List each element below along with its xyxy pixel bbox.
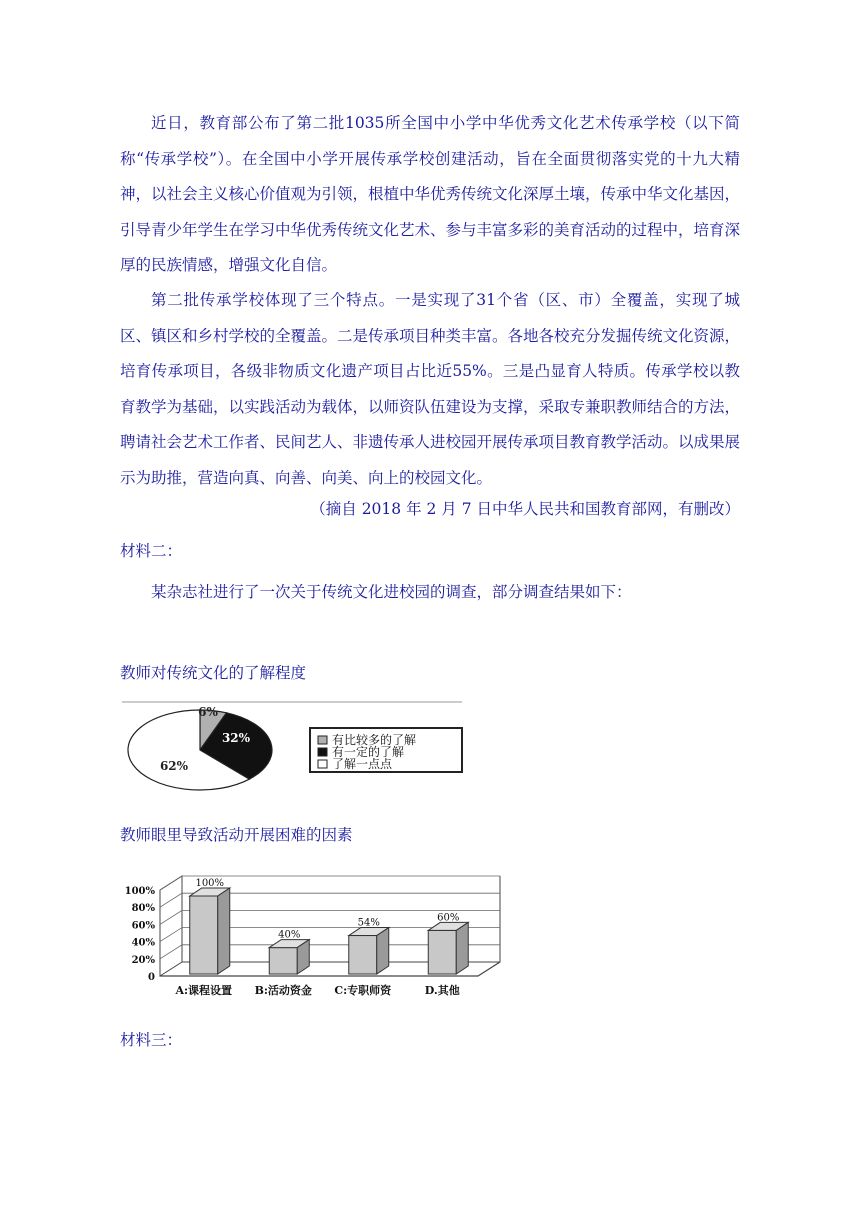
bar-chart — [118, 864, 518, 1004]
bar-category-label: A:课程设置 — [175, 984, 233, 997]
bar-front — [349, 936, 377, 974]
material-3-heading: 材料三： — [120, 1031, 183, 1049]
pie-legend-label: 有比较多的了解 — [332, 733, 417, 747]
pie-value-label: 32% — [221, 731, 251, 745]
pie-legend-swatch — [318, 736, 327, 744]
pie-legend-label: 了解一点点 — [332, 757, 393, 771]
bar-y-tick-label: 100% — [124, 886, 155, 897]
pie-chart-svg — [118, 698, 468, 794]
pie-chart — [118, 698, 468, 794]
bar-side-wall — [160, 876, 182, 976]
source-note: （摘自 2018 年 2 月 7 日中华人民共和国教育部网，有删改） — [310, 500, 740, 518]
paragraph-2: 第二批传承学校体现了三个特点。一是实现了31个省（区、市）全覆盖，实现了城区、镇区和乡村学校的全覆盖。二是传承项目种类丰富。各地各校充分发掘传统文化资源，培育传承项目，各级非物质文化遗产项目占比近55%。三是凸显育人特质。传承学校以教育教学为基础，以实践活动为载体，以师资队伍建设为支撑，采取专兼职教师结合的方法，聘请社会艺术工作者、民间艺人、非遗传承人进校园开展传承项目教育教学活动。以成果展示为助推，营造向真、向善、向美、向上的校园文化。 — [120, 291, 741, 487]
bar-front — [269, 948, 297, 974]
bar-value-label: 100% — [195, 878, 225, 889]
pie-slices — [128, 710, 272, 790]
bar-front — [190, 896, 218, 974]
bar-value-label: 40% — [278, 929, 301, 941]
pie-legend-swatch — [318, 748, 327, 756]
bar-category-label: D.其他 — [424, 984, 460, 997]
pie-value-label: 6% — [198, 705, 218, 719]
bar-y-tick-label: 20% — [131, 954, 155, 966]
pie-legend-swatch — [318, 760, 327, 768]
bar-category-label: B:活动资金 — [254, 984, 312, 997]
bar-value-label: 54% — [357, 917, 380, 929]
bar-side — [218, 888, 230, 974]
bar-side — [456, 922, 468, 974]
material-2-heading: 材料二： — [120, 542, 183, 560]
bar-side — [377, 928, 389, 974]
chart2-title: 教师眼里导致活动开展困难的因素 — [120, 826, 353, 844]
bar-y-tick-label: 0 — [148, 972, 155, 983]
bar-y-tick-label: 80% — [131, 903, 155, 915]
chart1-title: 教师对传统文化的了解程度 — [120, 664, 307, 682]
bar-y-tick-label: 60% — [131, 920, 155, 932]
paragraph-1: 近日，教育部公布了第二批1035所全国中小学中华优秀文化艺术传承学校（以下简称“传承学校”）。在全国中小学开展传承学校创建活动，旨在全面贯彻落实党的十九大精神，以社会主义核心价值观为引领，根植中华优秀传统文化深厚土壤，传承中华文化基因，引导青少年学生在学习中华优秀传统文化艺术、参与丰富多彩的美育活动的过程中，培育深厚的民族情感，增强文化自信。 — [120, 114, 741, 274]
survey-intro: 某杂志社进行了一次关于传统文化进校园的调查，部分调查结果如下： — [151, 583, 632, 601]
bar-value-label: 60% — [437, 912, 460, 924]
pie-value-label: 62% — [159, 759, 189, 773]
pie-legend-label: 有一定的了解 — [332, 745, 405, 759]
bar-category-label: C:专职师资 — [334, 984, 392, 997]
bar-y-ticks — [125, 886, 156, 983]
bar-category-labels — [174, 983, 459, 997]
bar-y-tick-label: 40% — [131, 937, 155, 949]
bar-front — [428, 930, 456, 974]
bar-bars — [190, 878, 469, 974]
bar-chart-svg — [118, 864, 518, 1004]
